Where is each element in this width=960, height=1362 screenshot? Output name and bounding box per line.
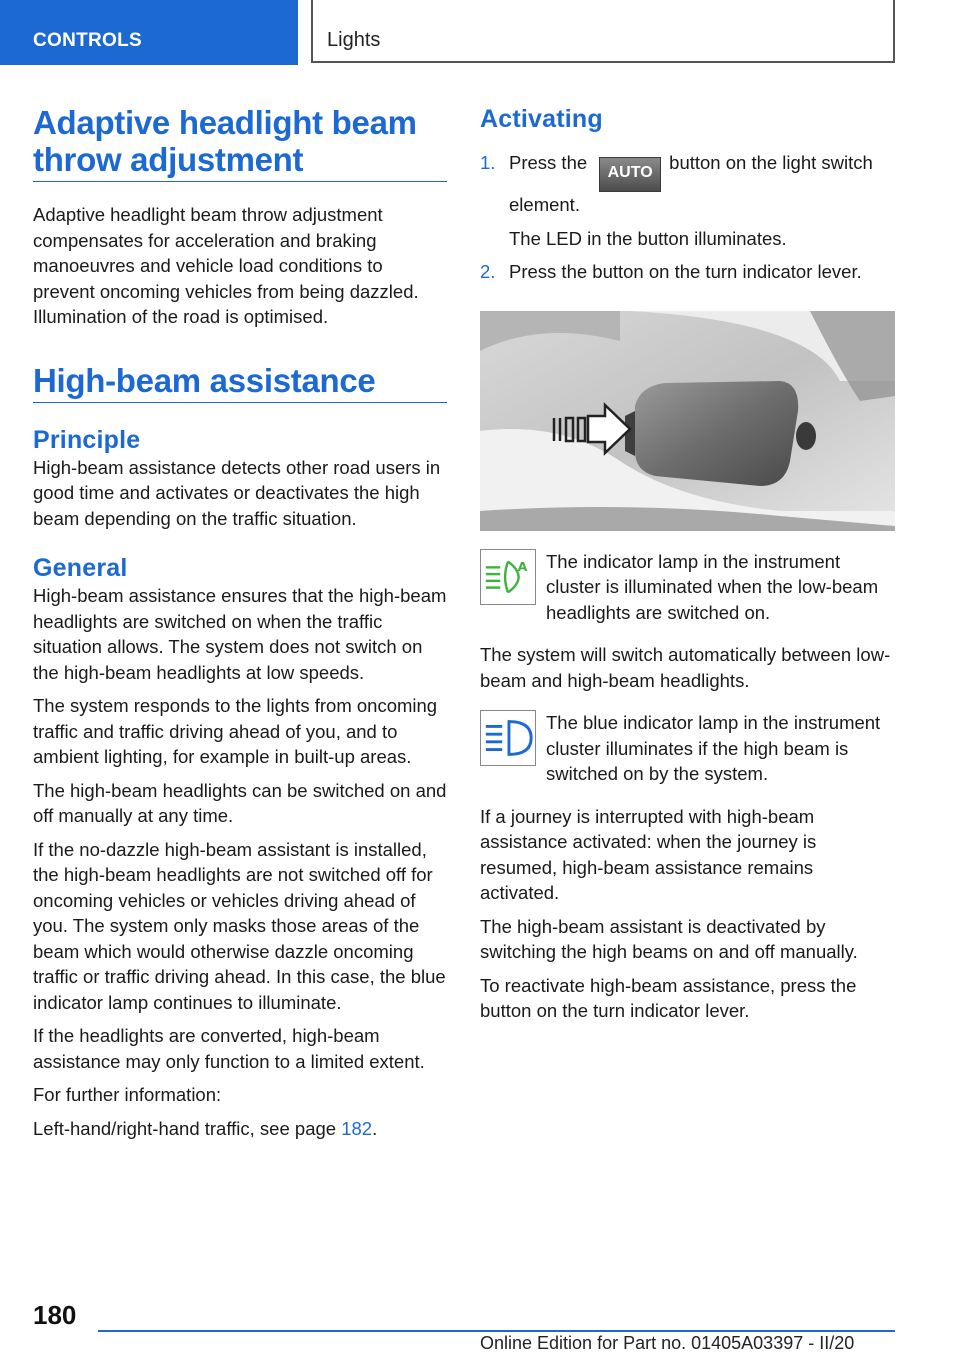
step-1-result-text: The LED in the button illuminates.	[509, 227, 787, 249]
step-1-number: 1.	[480, 152, 496, 173]
step-1-text-after: button on the light switch element.	[509, 152, 873, 215]
step-1-text	[509, 150, 895, 218]
step-2-text: Press the button on the turn indicator lever.	[509, 261, 862, 282]
cross-reference-text: Left-hand/right-hand traffic, see page	[33, 1117, 342, 1139]
turn-indicator-lever-illustration	[480, 311, 895, 531]
journey-interrupted-text: If a journey is interrupted with high-beam assistance activated: when the journey is resumed, high-beam assistance remains activated.	[480, 805, 817, 903]
right-column	[480, 104, 895, 1024]
auto-button-icon: AUTO	[599, 157, 661, 192]
heading-line-1: Adaptive headlight beam	[33, 104, 417, 141]
reactivate-text: To reactivate high-beam assistance, press the button on the turn indicator lever.	[480, 974, 857, 1021]
footer-divider	[98, 1330, 895, 1332]
high-beam-blue-icon	[480, 710, 536, 766]
general-paragraph-1: High-beam assistance ensures that the high-beam headlights are switched on when the traffic situation allows. The system does not switch on the high-beam headlights at low speeds.	[33, 585, 447, 683]
adaptive-body: Adaptive headlight beam throw adjustment compensates for acceleration and braking manoeuvres and vehicle load conditions to prevent oncoming vehicles from being dazzled. Illumination of the road is optimised.	[33, 204, 419, 327]
principle-heading: Principle	[33, 425, 141, 454]
heading-line-2: throw adjustment	[33, 141, 304, 178]
general-paragraph-5: If the headlights are converted, high-beam assistance may only function to a limited extent.	[33, 1025, 425, 1072]
blue-indicator-row	[480, 710, 895, 787]
general-paragraph-6: For further information:	[33, 1084, 222, 1105]
step-1-result	[480, 226, 895, 252]
section-title: Lights	[327, 29, 381, 51]
general-paragraph-2: The system responds to the lights from oncoming traffic and traffic driving ahead of you, and to ambient lighting, for example in built-up areas.	[33, 695, 438, 767]
step-1	[480, 150, 895, 218]
principle-body: High-beam assistance detects other road users in good time and activates or deactivates the high beam depending on the traffic situation.	[33, 456, 441, 529]
chapter-label: CONTROLS	[33, 30, 143, 51]
high-beam-assistance-heading: High-beam assistance	[33, 362, 447, 403]
step-1-text-before: Press the	[509, 152, 588, 173]
green-indicator-row	[480, 549, 895, 626]
cross-reference-end: .	[372, 1117, 378, 1139]
activating-heading: Activating	[480, 105, 603, 133]
general-heading: General	[33, 554, 128, 582]
page-link[interactable]: 182	[341, 1117, 373, 1139]
section-header	[311, 0, 895, 63]
step-2	[480, 259, 895, 285]
blue-indicator-text: The blue indicator lamp in the instrument cluster illuminates if the high beam is switched on by the system.	[546, 712, 881, 784]
adaptive-headlight-heading	[33, 104, 447, 182]
svg-text:A: A	[517, 558, 528, 574]
general-paragraph-4: If the no-dazzle high-beam assistant is installed, the high-beam headlights are not switched off for oncoming vehicles or vehicles driving ahead of you. The system only masks those areas of the beam which would otherwise dazzle oncoming traffic or traffic driving ahead. In this case, the blue indicator lamp continues to illuminate.	[33, 838, 446, 1013]
step-2-number: 2.	[480, 261, 496, 282]
chapter-tab	[0, 0, 298, 65]
general-paragraph-3: The high-beam headlights can be switched on and off manually at any time.	[33, 779, 447, 826]
deactivated-text: The high-beam assistant is deactivated by switching the high beams on and off manually.	[480, 915, 858, 962]
left-column	[33, 104, 447, 1141]
cross-reference	[33, 1116, 447, 1142]
green-indicator-text: The indicator lamp in the instrument cluster is illuminated when the low-beam headlights are switched on.	[546, 550, 879, 623]
page-number: 180	[33, 1300, 77, 1330]
automatic-switch-text: The system will switch automatically between low-beam and high-beam headlights.	[480, 644, 891, 691]
high-beam-assistant-green-icon	[480, 549, 536, 605]
edition-note: Online Edition for Part no. 01405A03397 - II/20	[480, 1333, 855, 1353]
